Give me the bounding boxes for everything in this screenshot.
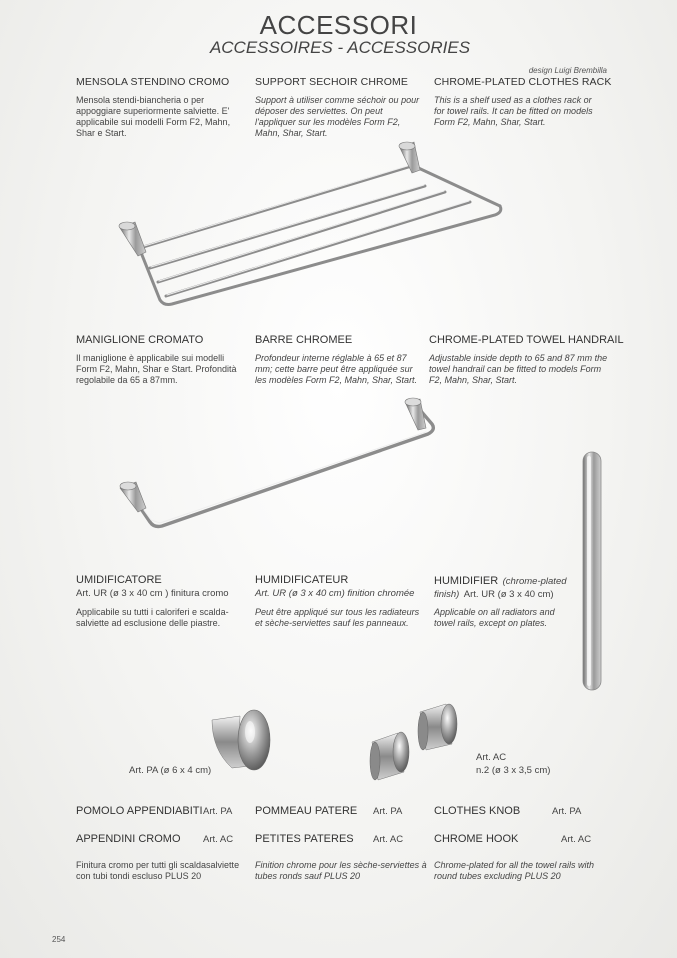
hook-caption-art: Art. AC <box>476 752 507 763</box>
it-art-knob: Art. PA <box>203 806 233 817</box>
section2-it-text: Il maniglione è applicabile sui modelli Form F2, Mahn, Shar e Start. Profondità regolabile da 65 a 87mm. <box>76 353 237 385</box>
section3-en-heading: HUMIDIFIER <box>434 575 499 587</box>
knob-caption: Art. PA (ø 6 x 4 cm) <box>129 765 212 776</box>
it-name-knob: POMOLO APPENDIABITI <box>76 805 203 817</box>
section1-it-heading: MENSOLA STENDINO CROMO <box>76 76 230 88</box>
it-name-hook: APPENDINI CROMO <box>76 833 181 845</box>
section3-en-heading-block <box>434 574 574 600</box>
page-subtitle: ACCESSOIRES - ACCESSORIES <box>209 38 471 57</box>
section3-fr-heading: HUMIDIFICATEUR <box>255 574 349 586</box>
section3-fr-text: Peut être appliqué sur tous les radiateurs et sèche-serviettes sauf les panneaux. <box>255 607 420 628</box>
section4-it-text: Finitura cromo per tutti gli scaldasalviette con tubi tondi escluso PLUS 20 <box>76 860 240 881</box>
section1-fr-text: Support à utiliser comme séchoir ou pour déposer des serviettes. On peut l'appliquer sur les modèles Form F2, Mahn, Shar, Start. <box>255 95 420 138</box>
section2-en-text: Adjustable inside depth to 65 and 87 mm the towel handrail can be fitted to models Form F2, Mahn, Shar, Start. <box>429 353 608 385</box>
design-credit: design Luigi Brembilla <box>528 66 607 75</box>
page-number: 254 <box>52 935 66 944</box>
section2-it-heading: MANIGLIONE CROMATO <box>76 334 204 346</box>
section2-fr-heading: BARRE CHROMEE <box>255 334 353 346</box>
en-art-knob: Art. PA <box>552 806 582 817</box>
fr-art-hook: Art. AC <box>373 834 404 845</box>
section4-en-text: Chrome-plated for all the towel rails with round tubes excluding PLUS 20 <box>434 860 595 881</box>
section3-it-heading: UMIDIFICATORE <box>76 574 162 586</box>
en-name-knob: CLOTHES KNOB <box>434 805 521 817</box>
page-title: ACCESSORI <box>259 10 418 40</box>
hook-caption-size: n.2 (ø 3 x 3,5 cm) <box>476 765 551 776</box>
section3-en-heading-note: (chrome-plated finish) <box>434 576 567 600</box>
en-name-hook: CHROME HOOK <box>434 833 519 845</box>
fr-name-hook: PETITES PATERES <box>255 833 354 845</box>
it-art-hook: Art. AC <box>203 834 234 845</box>
section3-en-article: Art. UR (ø 3 x 40 cm) <box>463 589 554 600</box>
section3-it-text: Applicabile su tutti i caloriferi e scalda-salviette ad esclusione delle piastre. <box>76 607 229 628</box>
section1-en-text: This is a shelf used as a clothes rack or for towel rails. It can be fitted on models Form F2, Mahn, Shar, Start. <box>434 95 593 127</box>
section3-en-text: Applicable on all radiators and towel rails, except on plates. <box>434 607 555 628</box>
section1-en-heading: CHROME-PLATED CLOTHES RACK <box>434 76 612 88</box>
section1-it-text: Mensola stendi-biancheria o per appoggiare superiormente salviette. E' applicabile sui modelli Form F2, Mahn, Shar e Start. <box>76 95 231 138</box>
fr-art-knob: Art. PA <box>373 806 403 817</box>
section1-fr-heading: SUPPORT SECHOIR CHROME <box>255 76 408 88</box>
section3-fr-article: Art. UR (ø 3 x 40 cm) finition chromée <box>255 588 415 599</box>
section4-fr-text: Finition chrome pour les sèche-serviettes à tubes ronds sauf PLUS 20 <box>255 860 427 881</box>
section2-en-heading: CHROME-PLATED TOWEL HANDRAIL <box>429 334 624 346</box>
en-art-hook: Art. AC <box>561 834 592 845</box>
section3-it-article: Art. UR (ø 3 x 40 cm ) finitura cromo <box>76 588 229 599</box>
section2-fr-text: Profondeur interne réglable à 65 et 87 mm; cette barre peut être appliquée sur les modèles Form F2, Mahn, Shar, Start. <box>255 353 418 385</box>
fr-name-knob: POMMEAU PATERE <box>255 805 358 817</box>
